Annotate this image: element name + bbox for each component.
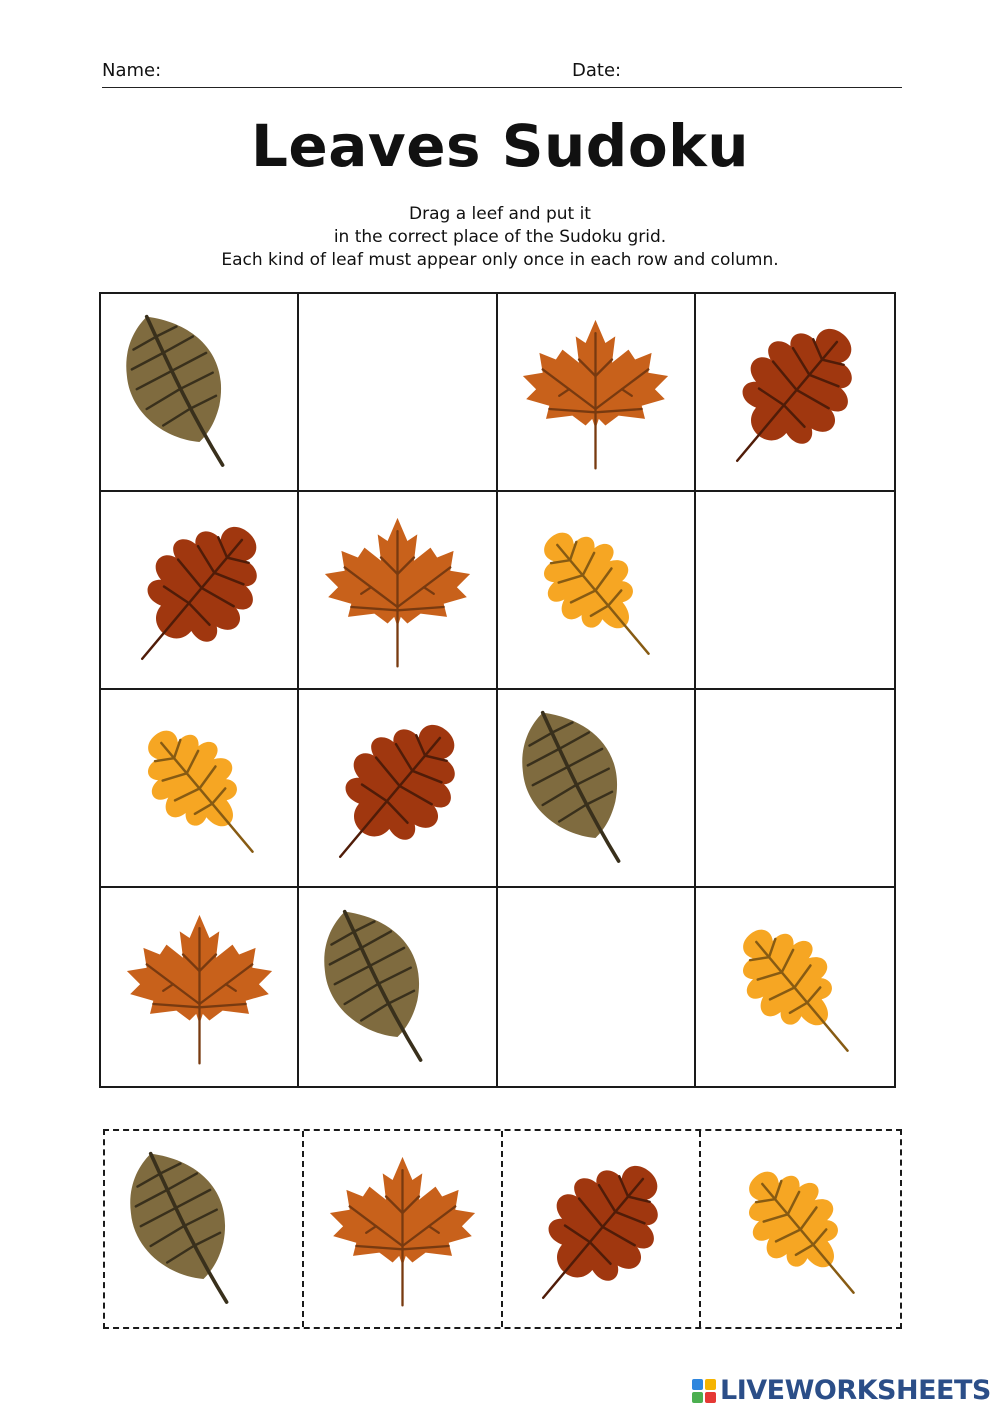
draggable-red-oak-leaf[interactable] — [503, 1131, 702, 1327]
beech-leaf-icon — [315, 905, 480, 1070]
sudoku-cell — [299, 492, 497, 690]
sudoku-drop-cell[interactable] — [696, 492, 894, 690]
red-oak-leaf-icon — [117, 508, 282, 673]
liveworksheets-logo-text: LIVEWORKSHEETS — [720, 1375, 991, 1406]
leaf-bank — [103, 1129, 902, 1329]
red-oak-leaf-icon — [315, 706, 480, 871]
sudoku-cell — [299, 690, 497, 888]
draggable-yellow-oak-leaf[interactable] — [701, 1131, 900, 1327]
name-label: Name: — [102, 60, 162, 81]
red-oak-leaf-icon — [712, 310, 877, 475]
beech-leaf-icon — [513, 706, 678, 871]
sudoku-cell — [498, 492, 696, 690]
yellow-oak-leaf-icon — [712, 905, 877, 1070]
sudoku-cell — [101, 690, 299, 888]
sudoku-grid — [99, 292, 896, 1088]
liveworksheets-logo — [692, 1375, 991, 1406]
sudoku-drop-cell[interactable] — [696, 690, 894, 888]
beech-leaf-icon — [117, 310, 282, 475]
date-label: Date: — [572, 60, 622, 81]
maple-leaf-icon — [320, 1147, 485, 1312]
instructions — [0, 203, 1000, 272]
sudoku-cell — [696, 888, 894, 1086]
sudoku-cell — [101, 888, 299, 1086]
sudoku-drop-cell[interactable] — [299, 294, 497, 492]
draggable-beech-leaf[interactable] — [105, 1131, 304, 1327]
sudoku-cell — [498, 294, 696, 492]
page-title: Leaves Sudoku — [250, 112, 750, 180]
maple-leaf-icon — [117, 905, 282, 1070]
instruction-line-2: in the correct place of the Sudoku grid. — [333, 227, 667, 247]
maple-leaf-icon — [513, 310, 678, 475]
sudoku-drop-cell[interactable] — [498, 888, 696, 1086]
instruction-line-1: Drag a leef and put it — [409, 204, 591, 224]
yellow-oak-leaf-icon — [117, 706, 282, 871]
sudoku-cell — [498, 690, 696, 888]
yellow-oak-leaf-icon — [513, 508, 678, 673]
liveworksheets-logo-icon — [692, 1379, 716, 1403]
yellow-oak-leaf-icon — [718, 1147, 883, 1312]
sudoku-cell — [299, 888, 497, 1086]
beech-leaf-icon — [121, 1147, 286, 1312]
sudoku-cell — [101, 492, 299, 690]
red-oak-leaf-icon — [518, 1147, 683, 1312]
instruction-line-3: Each kind of leaf must appear only once in each row and column. — [221, 250, 779, 270]
sudoku-cell — [696, 294, 894, 492]
sudoku-cell — [101, 294, 299, 492]
header-underline — [102, 87, 902, 88]
draggable-maple-leaf[interactable] — [304, 1131, 503, 1327]
maple-leaf-icon — [315, 508, 480, 673]
